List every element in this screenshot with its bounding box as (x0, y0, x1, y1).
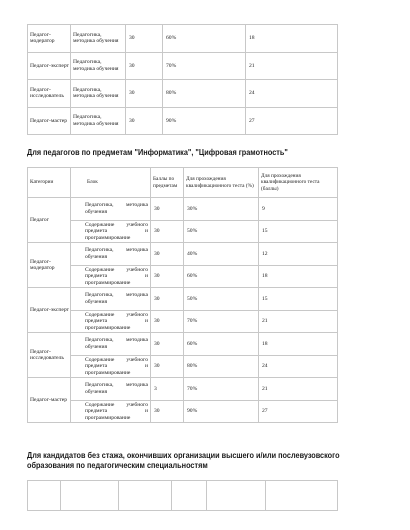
table-row (28, 400, 338, 423)
block-cell: Содержание учебного предмета и программирование (71, 400, 151, 423)
points-cell: 30 (126, 107, 163, 135)
table-row (28, 333, 338, 356)
score-cell: 15 (259, 288, 338, 311)
percent-cell: 70% (184, 310, 259, 333)
score-cell: 18 (246, 25, 338, 53)
category-cell: Педагог-эксперт (28, 288, 71, 333)
table-row (28, 355, 338, 378)
score-cell: 12 (259, 243, 338, 266)
block-cell: Содержание учебного предмета и программирование (71, 310, 151, 333)
percent-cell: 50% (184, 220, 259, 243)
section-heading-informatics: Для педагогов по предметам "Информатика", "Цифровая грамотность" (27, 147, 288, 157)
percent-cell: 30% (184, 198, 259, 221)
points-cell: 30 (151, 355, 184, 378)
table-row (28, 52, 338, 80)
table-row (28, 80, 338, 108)
table-row (28, 288, 338, 311)
score-cell: 24 (259, 355, 338, 378)
header-block: Блок (71, 168, 151, 198)
percent-cell: 60% (163, 25, 246, 53)
category-cell: Педагог-исследователь (28, 333, 71, 378)
table-row (28, 25, 338, 53)
header-points: Баллы по предметам (151, 168, 184, 198)
percent-cell: 80% (184, 355, 259, 378)
score-cell: 21 (259, 310, 338, 333)
category-cell: Педагог-мастер (28, 107, 71, 135)
section-heading-candidates: Для кандидатов без стажа, окончивших организации высшего и/или послевузовского образования по педагогическим специальностям (27, 450, 340, 470)
score-cell: 21 (246, 52, 338, 80)
empty-cell (266, 481, 338, 511)
table-row (28, 107, 338, 135)
empty-cell (172, 481, 207, 511)
qualification-table-candidates (27, 480, 338, 511)
score-cell: 24 (246, 80, 338, 108)
category-cell: Педагог-эксперт (28, 52, 71, 80)
empty-cell (119, 481, 172, 511)
table-row (28, 481, 338, 511)
points-cell: 30 (151, 198, 184, 221)
block-cell: Педагогика, методика обучения (71, 378, 151, 401)
score-cell: 27 (259, 400, 338, 423)
block-cell: Педагогика, методика обучения (71, 52, 126, 80)
table-row (28, 198, 338, 221)
empty-cell (207, 481, 266, 511)
percent-cell: 70% (163, 52, 246, 80)
points-cell: 30 (151, 310, 184, 333)
block-cell: Педагогика, методика обучения (71, 288, 151, 311)
header-percent: Для прохождения квалификационного теста (%) (184, 168, 259, 198)
percent-cell: 70% (184, 378, 259, 401)
percent-cell: 80% (163, 80, 246, 108)
block-cell: Содержание учебного предмета и программирование (71, 265, 151, 288)
percent-cell: 60% (184, 265, 259, 288)
category-cell: Педагог-исследователь (28, 80, 71, 108)
block-cell: Педагогика, методика обучения (71, 243, 151, 266)
header-category: Категории (28, 168, 71, 198)
percent-cell: 40% (184, 243, 259, 266)
score-cell: 9 (259, 198, 338, 221)
points-cell: 30 (151, 333, 184, 356)
table-header-row (28, 168, 338, 198)
qualification-table-informatics (27, 167, 338, 423)
table-row (28, 220, 338, 243)
points-cell: 30 (126, 52, 163, 80)
block-cell: Содержание учебного предмета и программирование (71, 220, 151, 243)
table-row (28, 378, 338, 401)
score-cell: 27 (246, 107, 338, 135)
block-cell: Педагогика, методика обучения (71, 198, 151, 221)
points-cell: 30 (151, 243, 184, 266)
points-cell: 30 (126, 80, 163, 108)
points-cell: 30 (151, 400, 184, 423)
percent-cell: 60% (184, 333, 259, 356)
category-cell: Педагог-модератор (28, 25, 71, 53)
header-score: Для прохождения квалификационного теста (баллы) (259, 168, 338, 198)
block-cell: Педагогика, методика обучения (71, 25, 126, 53)
category-cell: Педагог-модератор (28, 243, 71, 288)
score-cell: 18 (259, 265, 338, 288)
block-cell: Педагогика, методика обучения (71, 333, 151, 356)
points-cell: 30 (126, 25, 163, 53)
points-cell: 30 (151, 265, 184, 288)
category-cell: Педагог (28, 198, 71, 243)
score-cell: 21 (259, 378, 338, 401)
table-row (28, 310, 338, 333)
points-cell: 30 (151, 220, 184, 243)
empty-cell (61, 481, 119, 511)
percent-cell: 90% (184, 400, 259, 423)
qualification-table-top (27, 24, 338, 135)
points-cell: 30 (151, 288, 184, 311)
category-cell: Педагог-мастер (28, 378, 71, 423)
table-row (28, 265, 338, 288)
table-row (28, 243, 338, 266)
block-cell: Педагогика, методика обучения (71, 80, 126, 108)
percent-cell: 90% (163, 107, 246, 135)
empty-cell (28, 481, 61, 511)
score-cell: 15 (259, 220, 338, 243)
block-cell: Содержание учебного предмета и программирование (71, 355, 151, 378)
block-cell: Педагогика, методика обучения (71, 107, 126, 135)
points-cell: 3 (151, 378, 184, 401)
score-cell: 18 (259, 333, 338, 356)
percent-cell: 50% (184, 288, 259, 311)
